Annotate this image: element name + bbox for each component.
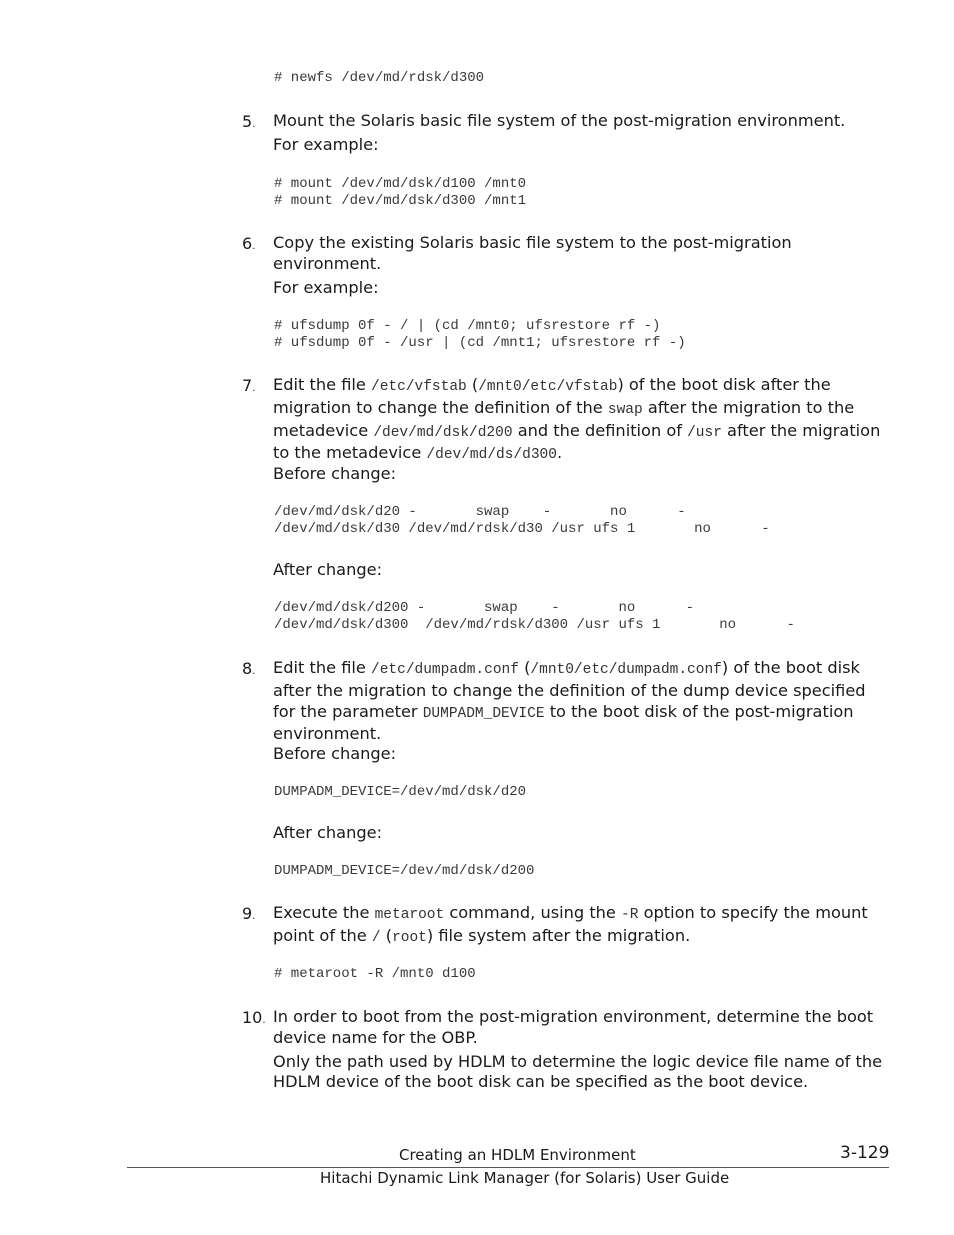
step-text: Copy the existing Solaris basic file system to the post-migration environment. bbox=[273, 233, 792, 273]
step-9 bbox=[242, 903, 892, 949]
code-vfstab-before: /dev/md/dsk/d20 - swap - no - /dev/md/dsk/d30 /dev/md/rdsk/d30 /usr ufs 1 no - bbox=[274, 504, 770, 537]
step-text: Edit the file /etc/dumpadm.conf (/mnt0/etc/dumpadm.conf) of the boot disk after the migration to change the definition of the dump device specified for the parameter DUMPADM_DEVICE to the boot disk of the post-migration environment. bbox=[273, 658, 866, 744]
step-10 bbox=[242, 1007, 892, 1093]
code-dumpadm-after: DUMPADM_DEVICE=/dev/md/dsk/d200 bbox=[274, 863, 535, 879]
before-change-label: Before change: bbox=[273, 744, 397, 763]
footer-guide-title: Hitachi Dynamic Link Manager (for Solaris) User Guide bbox=[320, 1169, 730, 1187]
footer-section-title: Creating an HDLM Environment bbox=[399, 1146, 636, 1164]
footer-divider bbox=[127, 1167, 889, 1168]
step-number: 8. bbox=[242, 659, 256, 678]
step-5 bbox=[242, 111, 892, 156]
step-text: In order to boot from the post-migration environment, determine the boot device name for the OBP. bbox=[273, 1007, 874, 1047]
code-metaroot: # metaroot -R /mnt0 d100 bbox=[274, 966, 476, 982]
step-text: Edit the file /etc/vfstab (/mnt0/etc/vfstab) of the boot disk after the migration to change the definition of the swap after the migration to the metadevice /dev/md/dsk/d200 and the definition of /usr after the migration to the metadevice /dev/md/ds/d300. bbox=[273, 375, 881, 464]
step-8 bbox=[242, 658, 892, 745]
before-change-label: Before change: bbox=[273, 464, 397, 483]
step-text: Mount the Solaris basic file system of the post-migration environment. bbox=[273, 111, 846, 130]
code-mount: # mount /dev/md/dsk/d100 /mnt0 # mount /dev/md/dsk/d300 /mnt1 bbox=[274, 176, 527, 209]
step-number: 10. bbox=[242, 1008, 266, 1027]
step-text: Execute the metaroot command, using the -R option to specify the mount point of the / (root) file system after the migration. bbox=[273, 903, 868, 946]
after-change-label: After change: bbox=[273, 560, 383, 579]
page-number: 3-129 bbox=[840, 1143, 890, 1163]
step-number: 5. bbox=[242, 112, 256, 131]
code-vfstab-after: /dev/md/dsk/d200 - swap - no - /dev/md/dsk/d300 /dev/md/rdsk/d300 /usr ufs 1 no - bbox=[274, 600, 795, 633]
step-6 bbox=[242, 233, 892, 298]
step-number: 9. bbox=[242, 904, 256, 923]
step-number: 7. bbox=[242, 376, 256, 395]
step-note: Only the path used by HDLM to determine the logic device file name of the HDLM device of the boot disk can be specified as the boot device. bbox=[273, 1051, 883, 1092]
code-dumpadm-before: DUMPADM_DEVICE=/dev/md/dsk/d20 bbox=[274, 784, 527, 800]
code-ufsdump: # ufsdump 0f - / | (cd /mnt0; ufsrestore rf -) # ufsdump 0f - /usr | (cd /mnt1; ufsrestore rf -) bbox=[274, 318, 686, 351]
code-newfs: # newfs /dev/md/rdsk/d300 bbox=[274, 70, 485, 86]
after-change-label: After change: bbox=[273, 823, 383, 842]
step-number: 6. bbox=[242, 234, 256, 253]
example-label: For example: bbox=[273, 277, 379, 297]
example-label: For example: bbox=[273, 134, 379, 154]
step-7 bbox=[242, 375, 892, 466]
